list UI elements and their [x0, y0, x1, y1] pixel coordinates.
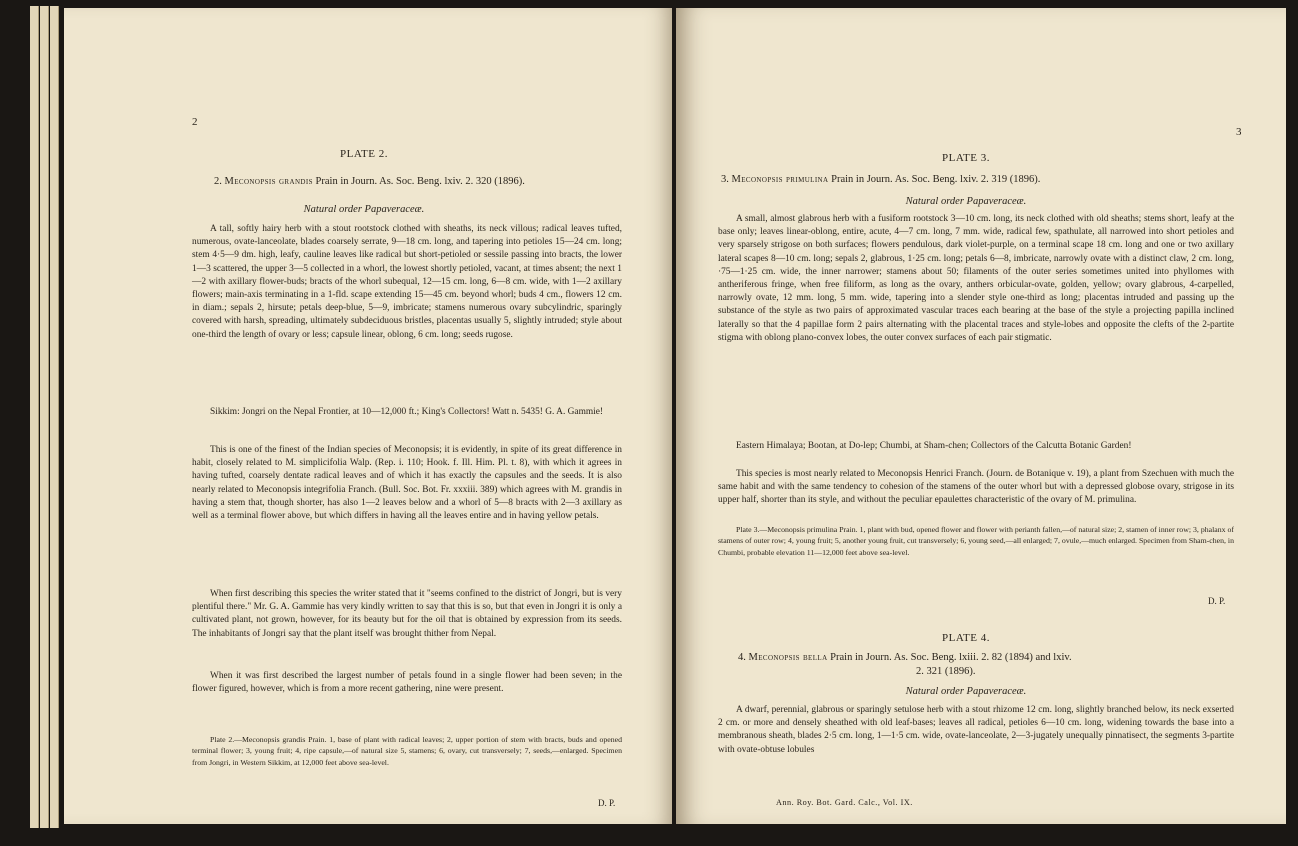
plate-title: PLATE 3. [942, 152, 990, 164]
locality: Sikkim: Jongri on the Nepal Frontier, at 10—12,000 ft.; King's Collectors! Watt n. 5435! G. A. Gammie! [210, 407, 604, 417]
discussion-paragraph: This is one of the finest of the Indian species of Meconopsis; it is evidently, in spite of its great difference in habit, closely related to M. simplicifolia Walp. (Rep. i. 110; Hook. f. Ill. Him. Pl. t. 8), with which it agrees in having tufted, coarsely dentate radical leaves and of which it has exactly the capsules and the seeds. It is also nearly related to Meconopsis integrifolia Franch. (Bull. Soc. Bot. Fr. xxxiii. 389) which agrees with M. grandis in having a stem that, though shorter, has also 1—2 leaves below and a whorl of 5—8 bracts with 2—3 axillary as well as a terminal flower above, but which differs in having all the leaves entire and in having yellow petals. [192, 445, 622, 522]
species-name: Meconopsis bella [748, 652, 828, 663]
species-name: Meconopsis grandis [224, 176, 313, 187]
plate-caption: Plate 3.—Meconopsis primulina Prain. 1, plant with bud, opened flower and flower with perianth fallen,—of natural size; 2, stamen of inner row; 3, phalanx of stamens of outer row; 4, young fruit; 5, another young fruit, cut transversely; 6, young seed,—all enlarged; 7, ovule,—much enlarged. Specimen from Sham-chen, in Chumbi, probable elevation 11—12,000 feet above sea-level. [718, 525, 1234, 557]
species-number: 3. [721, 174, 729, 185]
left-page [64, 8, 672, 824]
locality: Eastern Himalaya; Bootan, at Do-lep; Chumbi, at Sham-chen; Collectors of the Calcutta Botanic Garden! [736, 441, 1132, 451]
plate-title: PLATE 2. [340, 148, 388, 160]
running-footer: Ann. Roy. Bot. Gard. Calc., Vol. IX. [776, 798, 913, 807]
species-heading [738, 652, 1072, 663]
citation: Prain in Journ. As. Soc. Beng. lxiv. 2. 319 (1896). [831, 174, 1041, 185]
page-edge [50, 6, 59, 828]
plate-title: PLATE 4. [942, 632, 990, 644]
page-number: 3 [1236, 126, 1242, 138]
natural-order: Natural order Papaveraceæ. [905, 196, 1027, 207]
signature: D. P. [598, 798, 616, 808]
description: A dwarf, perennial, glabrous or sparingly setulose herb with a stout rhizome 12 cm. long, slightly branched below, its neck exserted 2 cm. or more and densely sheathed with old leaf-bases; leaves all radical, petioles 6—10 cm. long, widening towards the base into a membranous sheath, blades 2·5 cm. long, 1—1·5 cm. wide, ovate-lanceolate, 2—3-jugately unequally pinnatisect, the segments 3-partite with ovate-obtuse lobules [718, 705, 1234, 755]
natural-order: Natural order Papaveraceæ. [303, 204, 425, 215]
discussion-paragraph: When first describing this species the writer stated that it "seems confined to the district of Jongri, but is very plentiful there." Mr. G. A. Gammie has very kindly written to say that this is so, but that even in Jongri it is only a cultivated plant, not grown, however, for its beauty but for the oil that is obtained by expression from its seeds. The inhabitants of Jongri say that the plant itself was brought thither from Nepal. [192, 589, 622, 639]
discussion-paragraph: This species is most nearly related to Meconopsis Henrici Franch. (Journ. de Botanique v. 19), a plant from Szechuen with much the same habit and with the same tendency to cohesion of the stamens of the outer whorl but with a depressed globose ovary, strigose in its upper half, shorter than its style, and without the peculiar epaulettes characteristic of the ovary of M. primulina. [718, 469, 1234, 506]
plate-caption: Plate 2.—Meconopsis grandis Prain. 1, base of plant with radical leaves; 2, upper portion of stem with bracts, buds and opened terminal flower; 3, young fruit; 4, ripe capsule,—of natural size 5, stamens; 6, ovary, cut transversely; 7, seeds,—enlarged. Specimen from Jongri, in Western Sikkim, at 12,000 feet above sea-level. [192, 735, 622, 767]
page-edge [40, 6, 49, 828]
species-number: 2. [214, 176, 222, 187]
page-edge [30, 6, 39, 828]
discussion-paragraph: When it was first described the largest number of petals found in a single flower had been seven; in the flower figured, however, which is from a more recent gathering, nine were present. [192, 671, 622, 695]
right-page [676, 8, 1286, 824]
natural-order: Natural order Papaveraceæ. [905, 686, 1027, 697]
species-heading [721, 174, 1040, 185]
species-number: 4. [738, 652, 746, 663]
description: A tall, softly hairy herb with a stout rootstock clothed with sheaths, its neck villous; radical leaves tufted, numerous, ovate-lanceolate, blades coarsely serrate, 9—18 cm. long, and tapering into petioles 15—24 cm. long; stem 4·5—9 dm. high, leafy, cauline leaves like radical but short-petioled or sessile passing into bracts, the lower 1—3 scattered, the upper 3—5 collected in a whorl, the lowest shortly petioled, vacant, at times absent; the next 1—2 with axillary flower-buds; bracts of the whorl subequal, 12—15 cm. long, 6—8 cm. wide, with 1—2 axillary flowers; main-axis terminating in a 1-fld. scape extending 15—45 cm. beyond whorl; buds 4 cm., flowers 12 cm. in diam.; sepals 2, hirsute; petals deep-blue, 5—9, imbricate; stamens numerous ovary subcylindric, sparingly covered with harsh, spreading, ultimately subdeciduous bristles, placentas usually 5, slightly intruded; style about one-third the length of ovary or less; capsule linear, oblong, 6 cm. long; seeds rugose. [192, 224, 622, 340]
species-name: Meconopsis primulina [731, 174, 829, 185]
citation-continued: 2. 321 (1896). [916, 666, 976, 677]
species-heading [214, 176, 525, 187]
description: A small, almost glabrous herb with a fusiform rootstock 3—10 cm. long, its neck clothed with old sheaths; stems short, leafy at the base only; leaves linear-oblong, entire, acute, 4—7 cm. long, 7 mm. wide, radical few, spathulate, all narrowed into short petioles and very sparsely strigose on both surfaces; flowers pendulous, dark violet-purple, on a terminal scape 18 cm. long and one or two axillary lateral scapes 8—10 cm. long; sepals 2, glabrous, 1·25 cm. long; petals 6—8, imbricate, narrowly ovate with a distinct claw, 2 cm. long, ·75—1·25 cm. wide, the inner narrower; stamens about 50; filaments of the outer series sometimes united into phyllomes with antheriferous fringe, when free filiform, as long as the ovary, anthers orbicular-ovate, golden, yellow; ovary glabrous, 4-carpelled, narrowly ovate, 12 mm. long, 5 mm. wide, tapering into a slender style one-third as long; placentas intruded and passing up the substance of the style as two pairs of approximated vascular traces each bearing at the base of the style a projecting papilla inclined laterally so that the 4 papillae form 2 pairs alternating with the placental traces and style-lobes and opposite the clefts of the 2-partite stigma with oblong plano-convex lobes, the outer convex surfaces of each pair stigmatic. [718, 214, 1234, 343]
signature: D. P. [1208, 596, 1226, 606]
citation: Prain in Journ. As. Soc. Beng. lxiv. 2. 320 (1896). [315, 176, 525, 187]
page-number: 2 [192, 116, 198, 128]
citation: Prain in Journ. As. Soc. Beng. lxiii. 2. 82 (1894) and lxiv. [830, 652, 1072, 663]
